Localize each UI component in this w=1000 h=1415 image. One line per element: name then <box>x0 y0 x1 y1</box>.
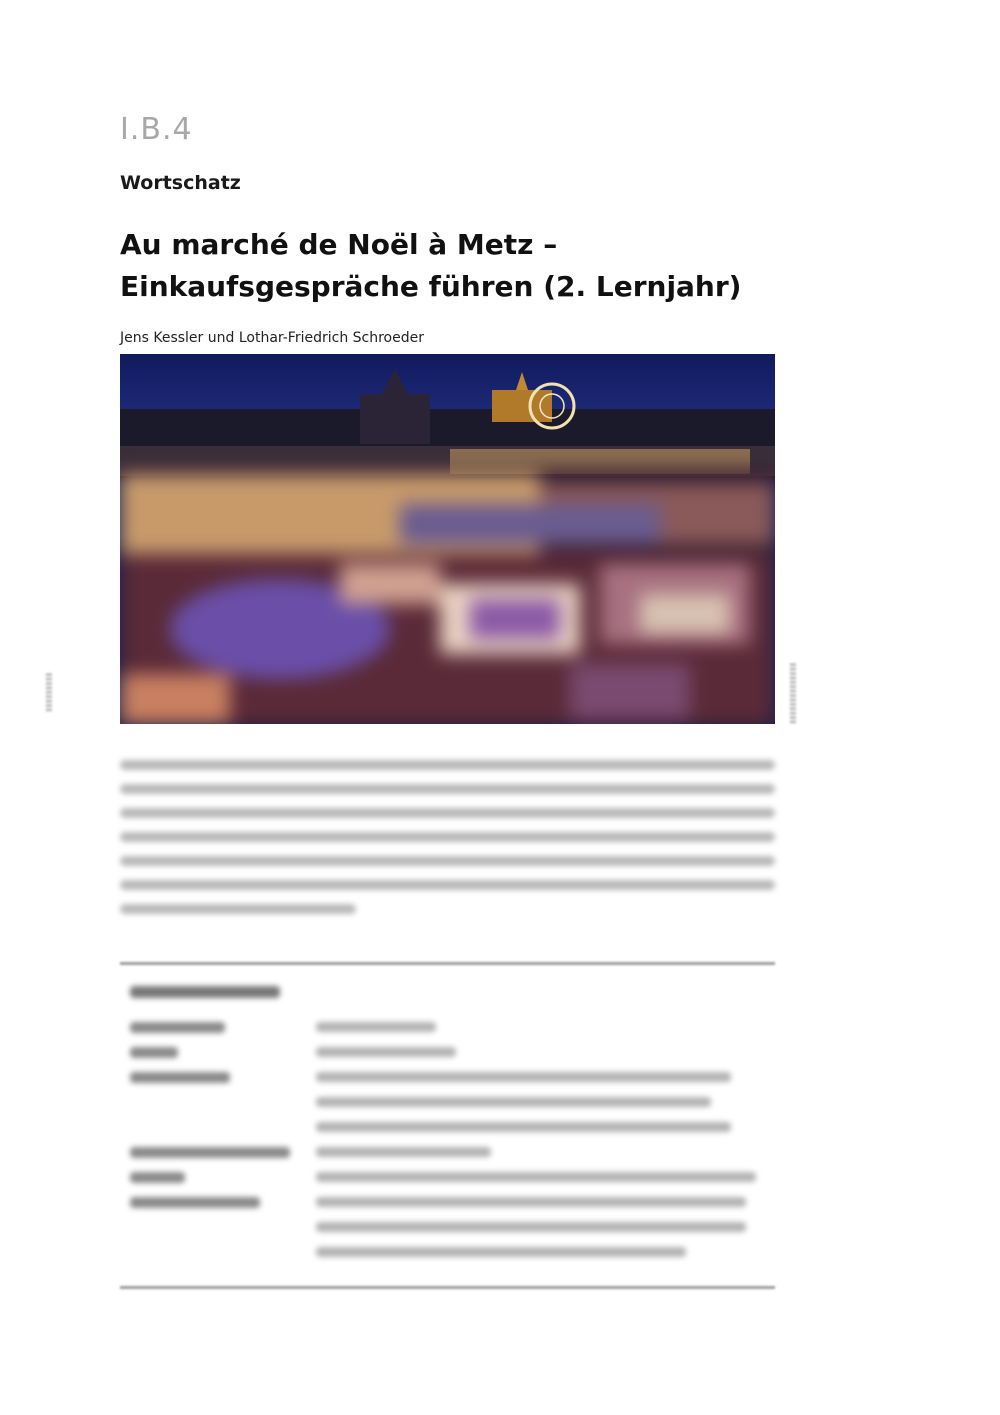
profile-row <box>130 1197 770 1209</box>
rule-bottom <box>120 1286 775 1289</box>
profile-heading-blurred <box>130 986 280 998</box>
blurred-market <box>120 469 775 724</box>
subject-label: Wortschatz <box>120 172 241 194</box>
profile-row <box>130 1122 770 1134</box>
profile-row <box>130 1022 770 1034</box>
authors: Jens Kessler und Lothar-Friedrich Schroeder <box>120 330 424 346</box>
profile-row <box>130 1047 770 1059</box>
photo-credit-right: ▮▮▮▮▮▮▮▮▮▮▮▮▮▮ <box>788 662 797 724</box>
page-title <box>120 224 820 308</box>
profile-row <box>130 1072 770 1084</box>
photo-illustration <box>120 354 775 724</box>
profile-row <box>130 1097 770 1109</box>
title-line-2: Einkaufsgespräche führen (2. Lernjahr) <box>120 270 742 303</box>
title-line-1: Au marché de Noël à Metz – <box>120 228 558 261</box>
profile-row <box>130 1147 770 1159</box>
intro-paragraph-blurred <box>120 760 775 930</box>
profile-row <box>130 1172 770 1184</box>
section-code: I.B.4 <box>120 112 193 147</box>
copyright-note-left: ▮▮▮▮▮▮▮▮▮ <box>44 672 53 712</box>
profile-row <box>130 1247 770 1259</box>
profile-row <box>130 1222 770 1234</box>
christmas-market-photo <box>120 354 775 724</box>
rule-top <box>120 962 775 965</box>
